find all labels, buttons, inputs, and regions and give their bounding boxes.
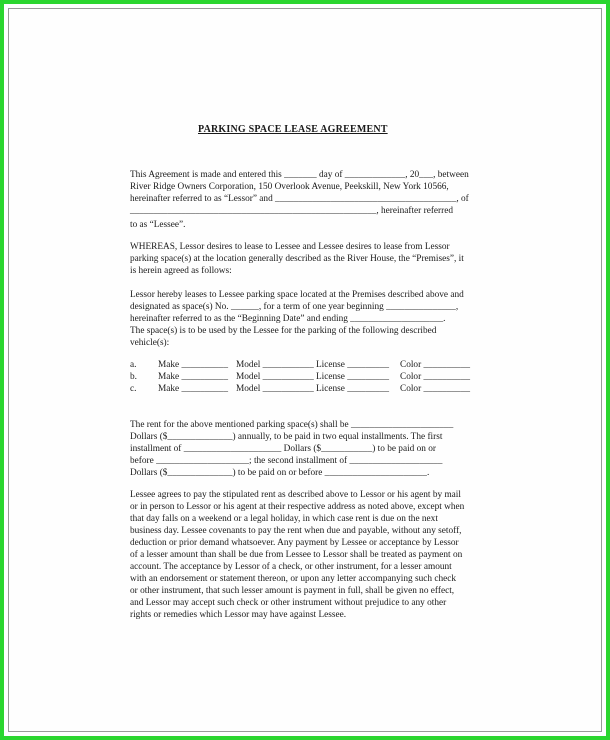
rent-line: installment of _____________________ Dollars ($___________) to be paid on or [130,444,436,454]
payment-line: of a lesser amount than shall be due from Lessee to Lessor shall be treated as payment on [130,550,463,560]
vehicle-model: Model ___________ [236,360,314,370]
payment-line: and Lessor may accept such check or other instrument without prejudice to any other [130,598,447,608]
vehicle-make: Make __________ [158,360,228,370]
intro-line: River Ridge Owners Corporation, 150 Overlook Avenue, Peekskill, New York 10566, [130,182,449,192]
payment-line: account. The acceptance by Lessor of a check, or other instrument, for a lesser amount [130,562,452,572]
vehicle-make: Make __________ [158,372,228,382]
vehicle-letter: c. [130,384,137,394]
payment-line: business day. Lessee covenants to pay the rent when due and payable, without any setoff, [130,526,462,536]
whereas-line: WHEREAS, Lessor desires to lease to Lessee and Lessee desires to lease from Lessor [130,242,450,252]
vehicle-letter: b. [130,372,137,382]
vehicle-color: Color __________ [400,360,470,370]
vehicle-license: License _________ [316,360,390,370]
whereas-line: is herein agreed as follows: [130,266,232,276]
vehicle-letter: a. [130,360,137,370]
rent-line: The rent for the above mentioned parking space(s) shall be ______________________ [130,420,454,430]
payment-line: that day falls on a weekend or a legal holiday, in which case rent is due on the next [130,514,438,524]
lease-terms-line: designated as space(s) No. ______, for a term of one year beginning _______________, [130,302,459,312]
payment-line: deduction or prior demand whatsoever. Any payment by Lessee or acceptance by Lessor [130,538,459,548]
lease-terms-line: hereinafter referred to as the “Beginning Date” and ending ____________________. [130,314,446,324]
payment-line: or other instrument, that such lesser amount is payment in full, shall be given no effect, [130,586,455,596]
vehicle-model: Model ___________ [236,372,314,382]
vehicle-color: Color __________ [400,384,470,394]
whereas-line: parking space(s) at the location generally described as the River House, the “Premises”, it [130,254,464,264]
vehicle-license: License _________ [316,372,390,382]
vehicle-license: License _________ [316,384,390,394]
payment-line: with an endorsement or statement thereon, or upon any letter accompanying such check [130,574,457,584]
vehicle-model: Model ___________ [236,384,314,394]
vehicle-color: Color __________ [400,372,470,382]
vehicle-make: Make __________ [158,384,228,394]
intro-line: _____________________________________________________, hereinafter referred [130,206,454,216]
payment-line: rights or remedies which Lessor may have against Lessee. [130,610,347,620]
payment-line: or in person to Lessor or his agent at their respective address as noted above, except when [130,502,465,512]
lease-terms-line: vehicle(s): [130,338,170,348]
intro-line: to as “Lessee”. [130,220,186,230]
payment-line: Lessee agrees to pay the stipulated rent as described above to Lessor or his agent by mail [130,490,461,500]
document-title: PARKING SPACE LEASE AGREEMENT [198,124,388,135]
rent-line: Dollars ($______________) to be paid on or before ______________________. [130,468,430,478]
lease-terms-line: Lessor hereby leases to Lessee parking space located at the Premises described above and [130,290,464,300]
rent-line: Dollars ($______________) annually, to be paid in two equal installments. The first [130,432,443,442]
intro-line: This Agreement is made and entered this _______ day of _____________, 20___, between [130,170,469,180]
rent-line: before ____________________; the second installment of ____________________ [130,456,443,466]
lease-terms-line: The space(s) is to be used by the Lessee for the parking of the following described [130,326,437,336]
intro-line: hereinafter referred to as “Lessor” and _______________________________________, of [130,194,469,204]
